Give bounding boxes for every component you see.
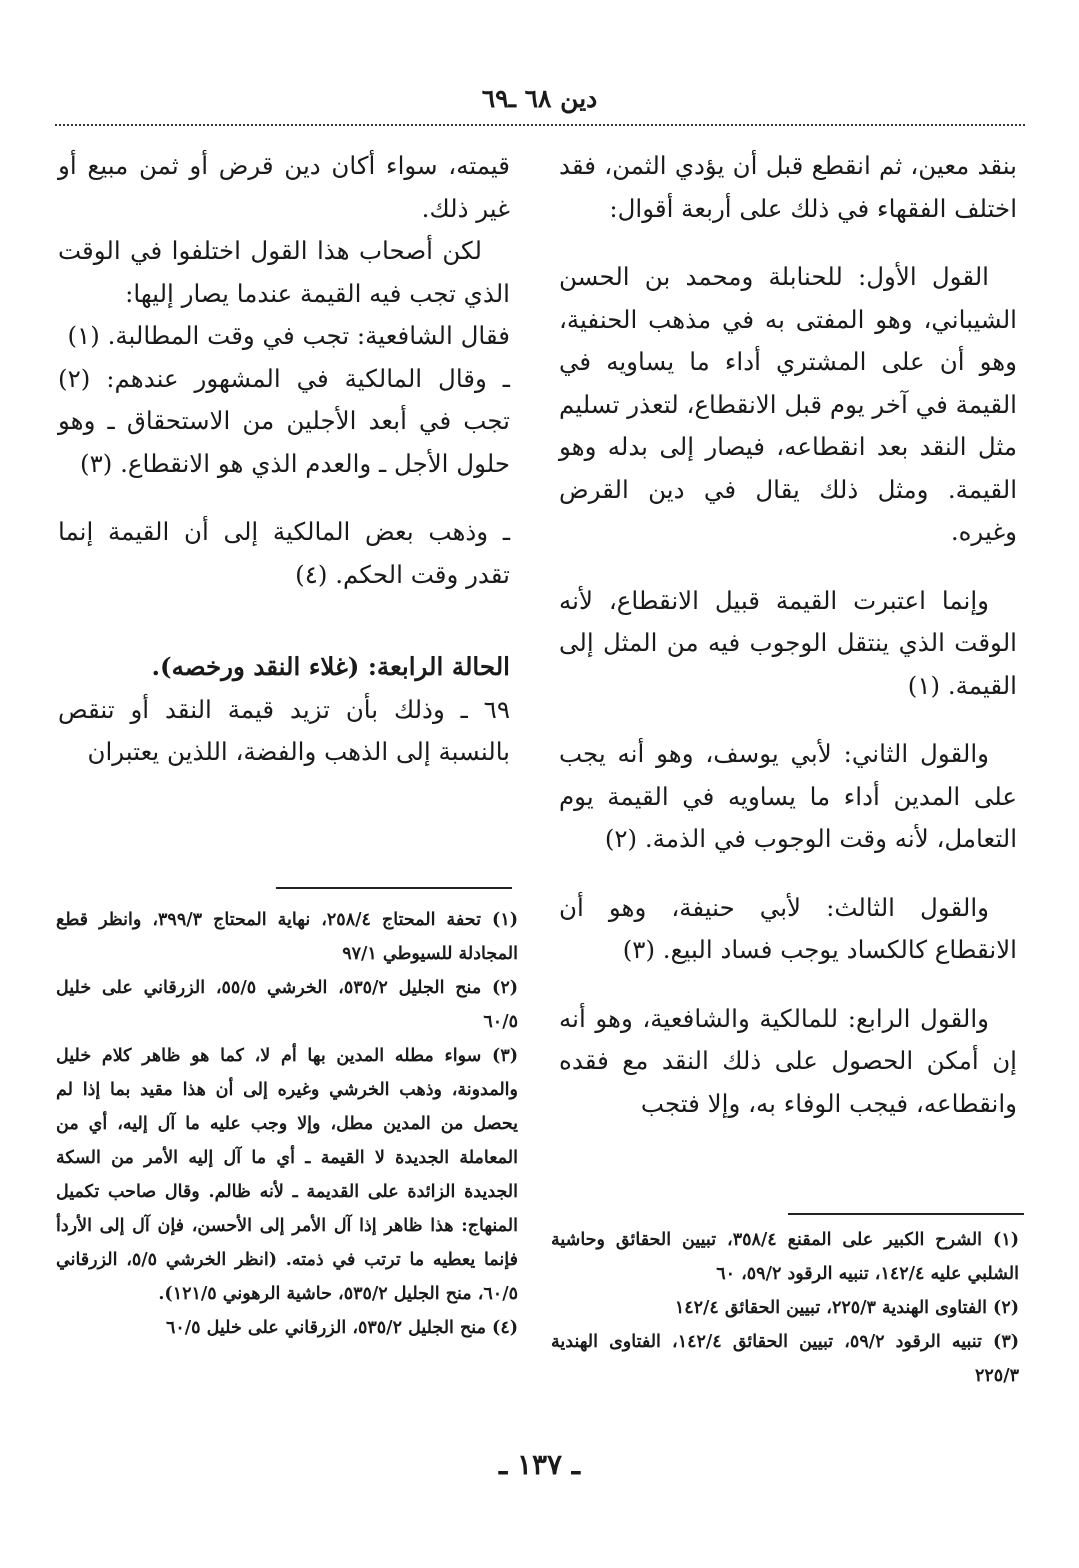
footnote: (١) تحفة المحتاج ٢٥٨/٤، نهاية المحتاج ٣٩٩/٣، وانظر قطع المجادلة للسيوطي ٩٧/١ xyxy=(56,910,518,964)
paragraph: والقول الثاني: لأبي يوسف، وهو أنه يجب على المدين أداء ما يساويه في القيمة يوم التعامل، لأنه وقت الوجوب في الذمة. (٢) xyxy=(559,739,1017,853)
paragraph: قيمته، سواء أكان دين قرض أو ثمن مبيع أو غير ذلك. xyxy=(58,151,510,223)
footnote: (٣) تنبيه الرقود ٥٩/٢، تبيين الحقائق ١٤٢/٤، الفتاوى الهندية ٢٢٥/٣ xyxy=(551,1332,1020,1386)
paragraph: ـ وقال المالكية في المشهور عندهم: (٢) تجب في أبعد الأجلين من الاستحقاق ـ وهو حلول الأجل ـ والعدم الذي هو الانقطاع. (٣) xyxy=(58,363,510,478)
footnote: (٢) الفتاوى الهندية ٢٢٥/٣، تبيين الحقائق ١٤٢/٤ xyxy=(674,1298,1019,1318)
paragraph: وإنما اعتبرت القيمة قبيل الانقطاع، لأنه الوقت الذي ينتقل الوجوب فيه من المثل إلى القيمة. (١) xyxy=(559,585,1017,700)
paragraph: ٦٩ ـ وذلك بأن تزيد قيمة النقد أو تنقص بالنسبة إلى الذهب والفضة، اللذين يعتبران xyxy=(58,694,510,766)
paragraph: والقول الثالث: لأبي حنيفة، وهو أن الانقطاع كالكساد يوجب فساد البيع. (٣) xyxy=(559,892,1017,964)
section-heading: الحالة الرابعة: (غلاء النقد ورخصه). xyxy=(151,652,510,681)
header-divider xyxy=(55,124,1025,126)
footnote-divider xyxy=(788,1213,1024,1215)
footnote-divider xyxy=(276,887,512,889)
footnote: (٣) سواء مطله المدين بها أم لا، كما هو ظاهر كلام خليل والمدونة، وذهب الخرشي وغيره إلى أن هذا مقيد بما إذا لم يحصل من المدين مطل، وإلا وجب عليه ما آل إليه، أي من المعاملة الجديدة لا القيمة ـ أي ما آل إليه الأمر من السكة الجديدة الزائدة على القديمة ـ لأنه ظالم. وقال صاحب تكميل المنهاج: هذا ظاهر إذا آل الأمر إلى الأحسن، فإن آل إلى الأردأ فإنما يعطيه ما ترتب في ذمته. (انظر الخرشي ٥/٥، الزرقاني ٦٠/٥، منح الجليل ٥٣٥/٢، حاشية الرهوني ١٢١/٥). xyxy=(56,1046,518,1304)
paragraph: ـ وذهب بعض المالكية إلى أن القيمة إنما تقدر وقت الحكم. (٤) xyxy=(58,517,510,589)
right-footnotes xyxy=(551,1223,1019,1393)
left-column xyxy=(58,145,510,774)
left-footnotes xyxy=(56,903,518,1345)
paragraph: فقال الشافعية: تجب في وقت المطالبة. (١) xyxy=(67,321,510,350)
footnote: (٢) منح الجليل ٥٣٥/٢، الخرشي ٥٥/٥، الزرقاني على خليل ٦٠/٥ xyxy=(56,978,519,1032)
paragraph: والقول الرابع: للمالكية والشافعية، وهو أنه إن أمكن الحصول على ذلك النقد مع فقده وانقطاعه، فيجب الوفاء به، وإلا فتجب xyxy=(559,1003,1017,1118)
page-number: ـ ١٣٧ ـ xyxy=(498,1448,581,1481)
paragraph: بنقد معين، ثم انقطع قبل أن يؤدي الثمن، فقد اختلف الفقهاء في ذلك على أربعة أقوال: xyxy=(559,151,1017,223)
right-column xyxy=(559,145,1017,1125)
footnote: (٤) منح الجليل ٥٣٥/٢، الزرقاني على خليل ٦٠/٥ xyxy=(165,1318,518,1338)
page-header: دين ٦٨ ـ٦٩ xyxy=(481,84,598,113)
footnote: (١) الشرح الكبير على المقنع ٣٥٨/٤، تبيين الحقائق وحاشية الشلبي عليه ١٤٢/٤، تنبيه الرقود ٥٩/٢، ٦٠ xyxy=(551,1230,1019,1284)
paragraph: القول الأول: للحنابلة ومحمد بن الحسن الشيباني، وهو المفتى به في مذهب الحنفية، وهو أن على المشتري أداء ما يساويه في القيمة في آخر يوم قبل الانقطاع، لتعذر تسليم مثل النقد بعد انقطاعه، فيصار إلى بدله وهو القيمة. ومثل ذلك يقال في دين القرض وغيره. xyxy=(559,262,1017,546)
paragraph: لكن أصحاب هذا القول اختلفوا في الوقت الذي تجب فيه القيمة عندما يصار إليها: xyxy=(58,236,510,308)
